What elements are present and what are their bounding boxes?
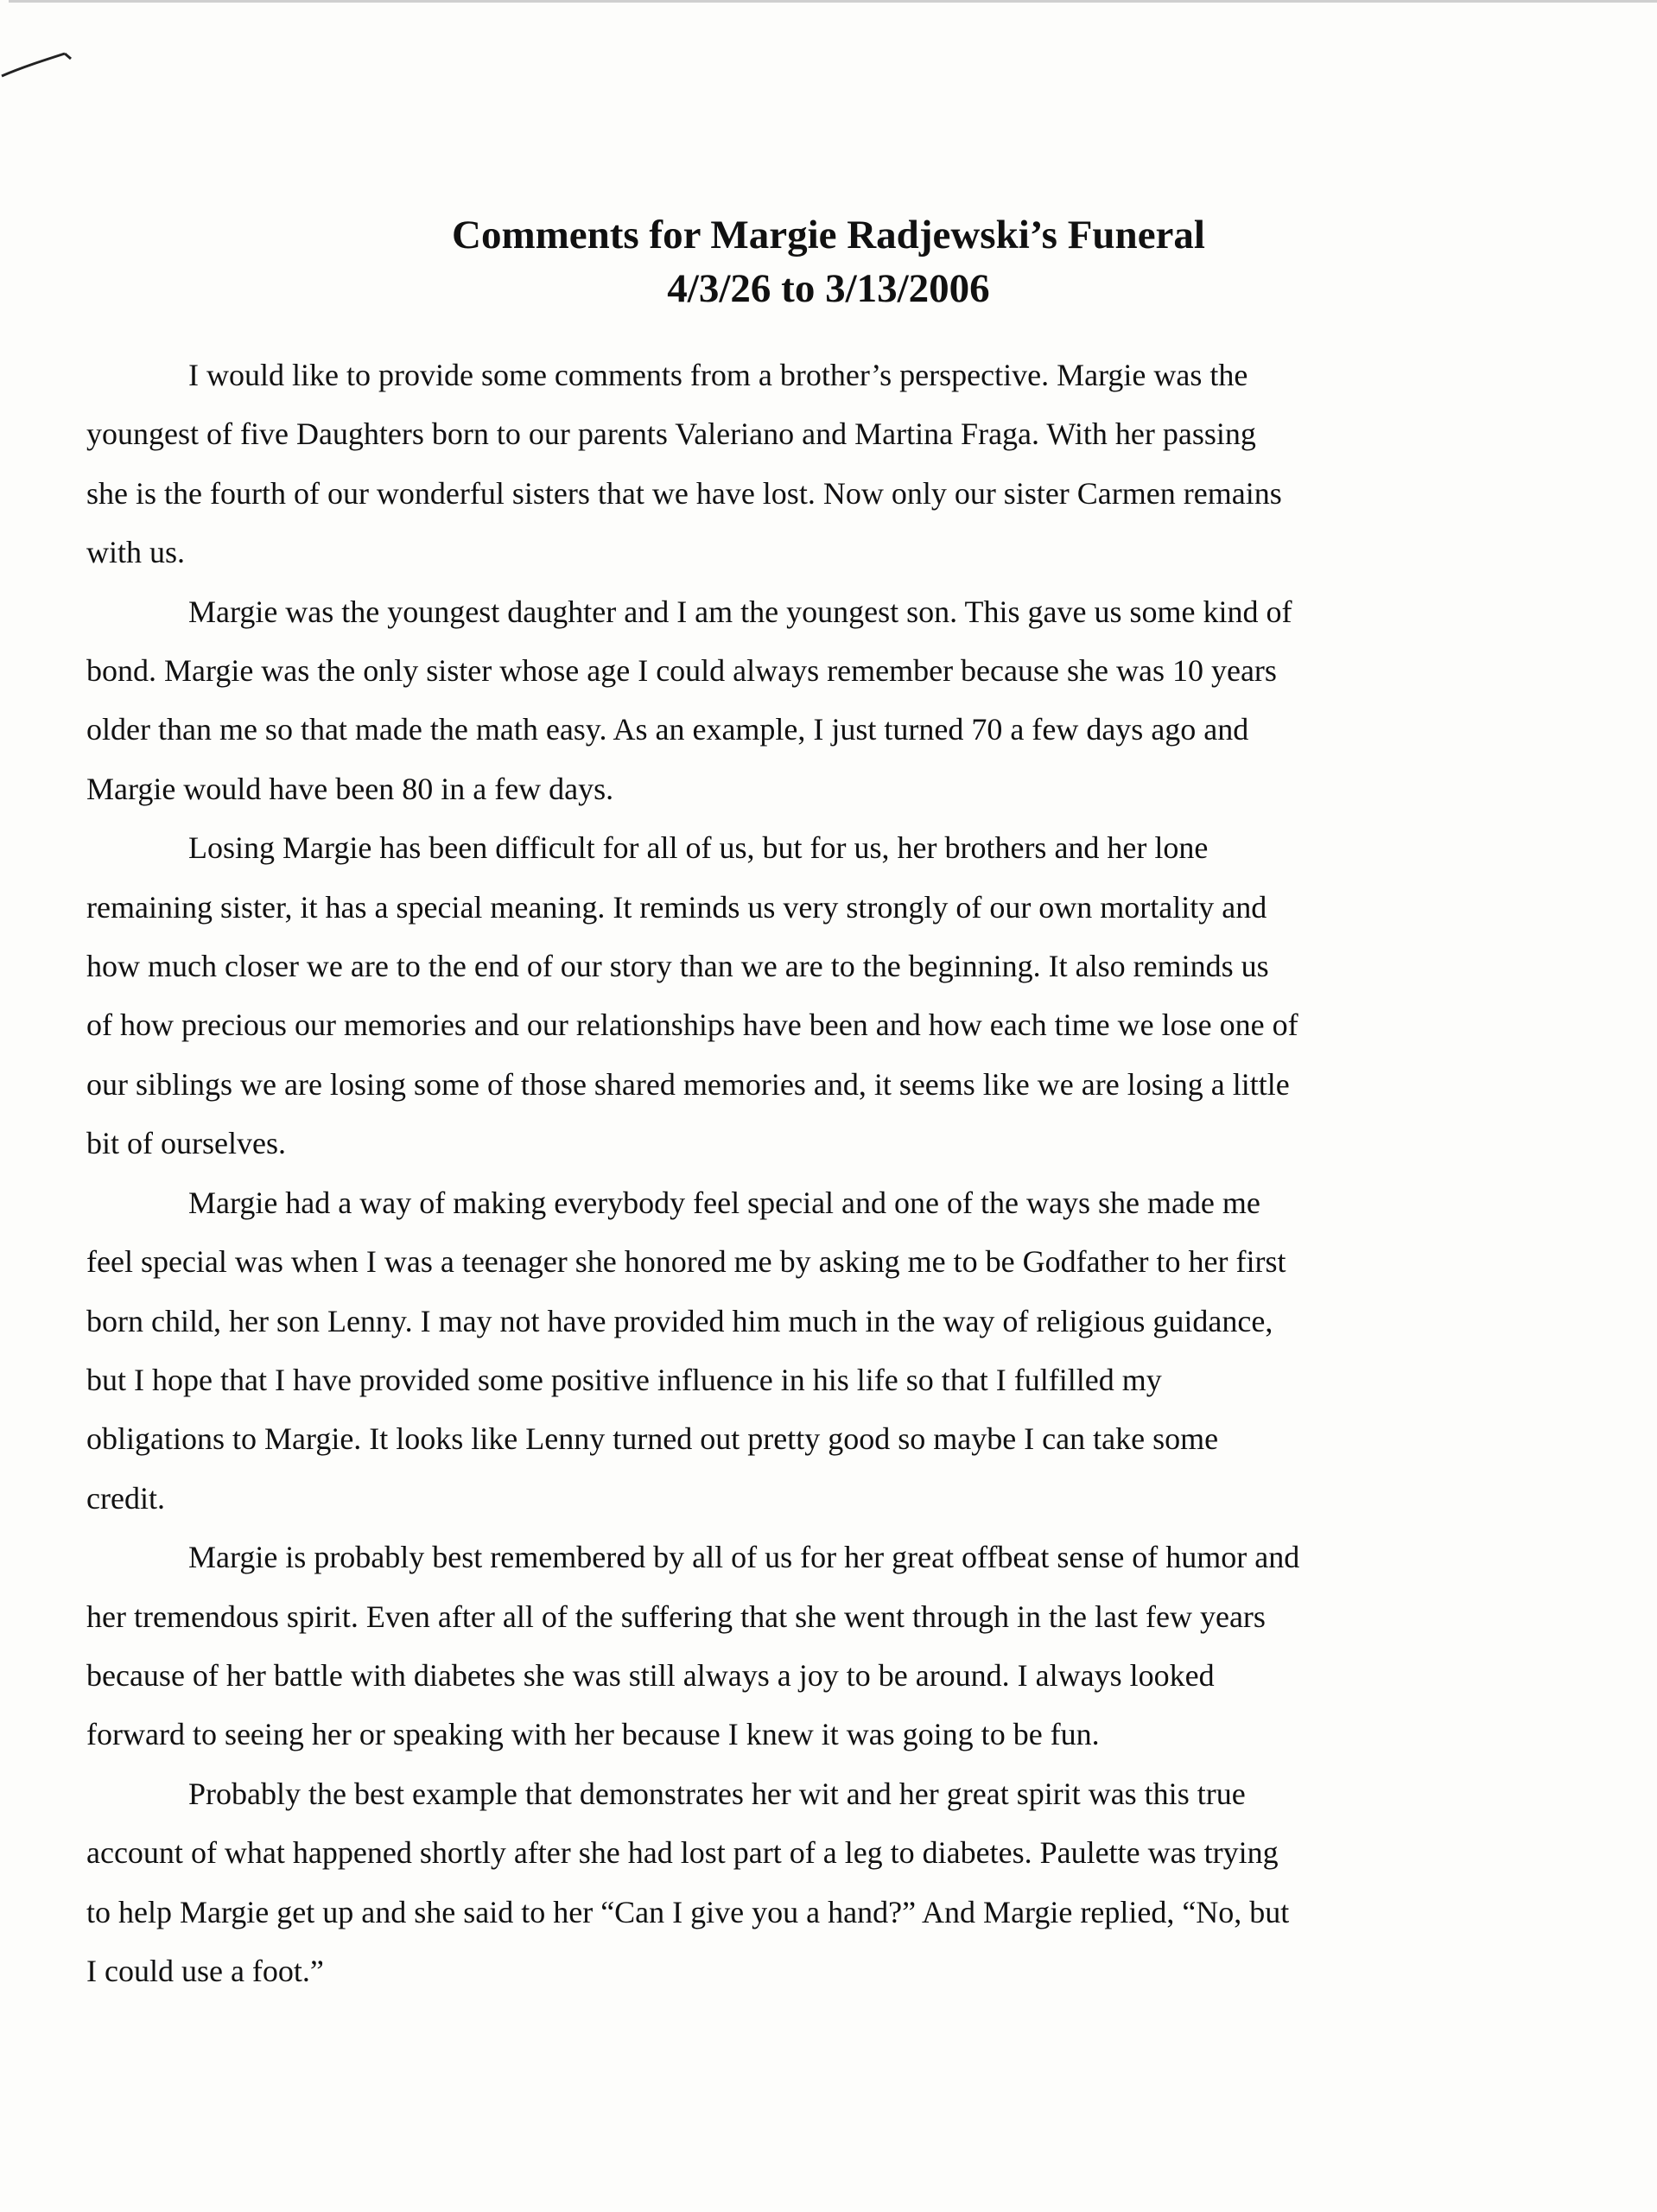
paragraph-line: Margie would have been 80 in a few days. xyxy=(86,771,614,806)
paragraph-line: Margie had a way of making everybody feel special and one of the ways she made me xyxy=(188,1185,1260,1220)
document-title: Comments for Margie Radjewski’s Funeral xyxy=(452,213,1205,257)
paragraph-line: I would like to provide some comments from a brother’s perspective. Margie was the xyxy=(188,358,1248,392)
paragraph-4 xyxy=(86,1173,1529,1528)
paragraph-1 xyxy=(86,346,1529,582)
paragraph-line: Margie is probably best remembered by all of us for her great offbeat sense of humor and xyxy=(188,1540,1300,1575)
paragraph-line: her tremendous spirit. Even after all of the suffering that she went through in the last few years xyxy=(86,1599,1266,1634)
paragraph-line: forward to seeing her or speaking with her because I knew it was going to be fun. xyxy=(86,1717,1100,1752)
paragraph-line: she is the fourth of our wonderful sisters that we have lost. Now only our sister Carmen remains xyxy=(86,475,1282,511)
paragraph-line: our siblings we are losing some of those shared memories and, it seems like we are losing a little xyxy=(86,1066,1290,1102)
scan-edge-line xyxy=(9,0,1657,3)
paragraph-line: but I hope that I have provided some positive influence in his life so that I fulfilled my xyxy=(86,1362,1162,1397)
paragraph-2 xyxy=(86,582,1529,819)
paragraph-line: to help Margie get up and she said to her “Can I give you a hand?” And Margie replied, “No, but xyxy=(86,1894,1290,1929)
paragraph-3 xyxy=(86,818,1529,1173)
paragraph-line: bit of ourselves. xyxy=(86,1126,286,1161)
paragraph-6 xyxy=(86,1764,1529,2001)
document-body xyxy=(86,346,1529,2000)
paragraph-line: feel special was when I was a teenager she honored me by asking me to be Godfather to her first xyxy=(86,1244,1286,1280)
paragraph-line: bond. Margie was the only sister whose age I could always remember because she was 10 years xyxy=(86,653,1277,689)
paragraph-5 xyxy=(86,1528,1529,1764)
paragraph-line: with us. xyxy=(86,535,186,570)
paragraph-line: credit. xyxy=(86,1480,165,1516)
paragraph-line: I could use a foot.” xyxy=(86,1953,324,1988)
paragraph-line: Margie was the youngest daughter and I am the youngest son. This gave us some kind of xyxy=(188,594,1292,629)
staple-mark-icon xyxy=(0,35,78,104)
paragraph-line: older than me so that made the math easy. As an example, I just turned 70 a few days ago and xyxy=(86,712,1249,747)
paragraph-line: how much closer we are to the end of our story than we are to the beginning. It also reminds us xyxy=(86,949,1269,984)
paragraph-line: because of her battle with diabetes she was still always a joy to be around. I always looked xyxy=(86,1657,1215,1693)
paragraph-line: Probably the best example that demonstrates her wit and her great spirit was this true xyxy=(188,1776,1246,1811)
paragraph-line: of how precious our memories and our relationships have been and how each time we lose one of xyxy=(86,1007,1298,1043)
paragraph-line: remaining sister, it has a special meaning. It reminds us very strongly of our own mortality and xyxy=(86,889,1267,925)
paragraph-line: account of what happened shortly after she had lost part of a leg to diabetes. Paulette was trying xyxy=(86,1835,1279,1871)
document-dates: 4/3/26 to 3/13/2006 xyxy=(667,266,990,311)
paragraph-line: youngest of five Daughters born to our parents Valeriano and Martina Fraga. With her passing xyxy=(86,416,1256,452)
paragraph-line: obligations to Margie. It looks like Lenny turned out pretty good so maybe I can take some xyxy=(86,1421,1219,1457)
paragraph-line: born child, her son Lenny. I may not have provided him much in the way of religious guidance, xyxy=(86,1303,1273,1338)
paragraph-line: Losing Margie has been difficult for all of us, but for us, her brothers and her lone xyxy=(188,830,1209,866)
